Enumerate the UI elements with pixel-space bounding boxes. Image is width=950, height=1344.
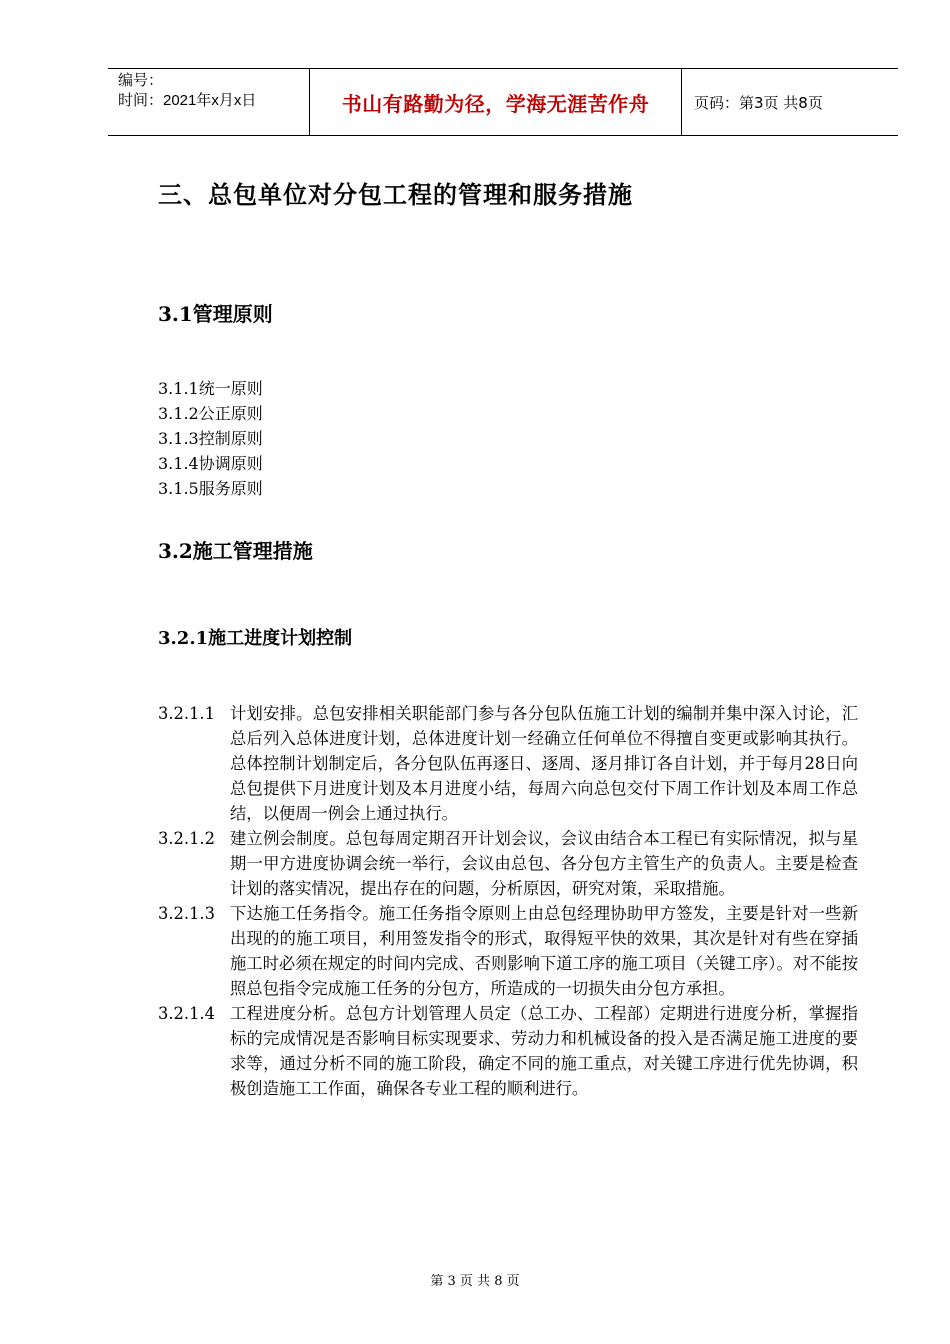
principles-list	[158, 376, 263, 501]
header-page-info: 页码：第3页 共8页	[694, 93, 823, 112]
section-heading-3-1: 3.1管理原则	[158, 302, 273, 326]
chapter-title: 三、总包单位对分包工程的管理和服务措施	[158, 181, 633, 209]
list-item: 3.1.4协调原则	[158, 454, 263, 473]
section-heading-3-2: 3.2施工管理措施	[158, 539, 313, 563]
paragraph-number: 3.2.1.1	[158, 704, 215, 723]
paragraph	[158, 1001, 858, 1101]
paragraph-number: 3.2.1.2	[158, 829, 215, 848]
paragraph-text: 建立例会制度。总包每周定期召开计划会议，会议由结合本工程已有实际情况，拟与星期一甲方进度协调会统一举行，会议由总包、各分包方主管生产的负责人。主要是检查计划的落实情况，提出存在的问题，分析原因，研究对策，采取措施。	[230, 829, 858, 898]
paragraph	[158, 701, 858, 826]
paragraph-text: 工程进度分析。总包方计划管理人员定（总工办、工程部）定期进行进度分析，掌握指标的完成情况是否影响目标实现要求、劳动力和机械设备的投入是否满足施工进度的要求等，通过分析不同的施工阶段，确定不同的施工重点，对关键工序进行优先协调，积极创造施工工作面，确保各专业工程的顺利进行。	[230, 1004, 858, 1098]
list-item: 3.1.2公正原则	[158, 404, 263, 423]
paragraph-text: 计划安排。总包安排相关职能部门参与各分包队伍施工计划的编制并集中深入讨论，汇总后列入总体进度计划，总体进度计划一经确立任何单位不得擅自变更或影响其执行。总体控制计划制定后，各分包队伍再逐日、逐周、逐月排订各自计划，并于每月28日向总包提供下月进度计划及本月进度小结，每周六向总包交付下周工作计划及本周工作总结，以便周一例会上通过执行。	[230, 704, 858, 823]
paragraph	[158, 826, 858, 901]
document-date: 时间：2021年x月x日	[118, 92, 257, 109]
list-item: 3.1.1统一原则	[158, 379, 263, 398]
paragraph-number: 3.2.1.4	[158, 1004, 215, 1023]
paragraph-number: 3.2.1.3	[158, 904, 215, 923]
header-meta	[108, 69, 310, 135]
paragraph	[158, 901, 858, 1001]
list-item: 3.1.3控制原则	[158, 429, 263, 448]
document-number-label: 编号：	[118, 72, 164, 89]
paragraph-text: 下达施工任务指令。施工任务指令原则上由总包经理协助甲方签发，主要是针对一些新出现的的施工项目，利用签发指令的形式，取得短平快的效果，其次是针对有些在穿插施工时必须在规定的时间内完成、否则影响下道工序的施工项目（关键工序）。对不能按照总包指令完成施工任务的分包方，所造成的一切损失由分包方承担。	[230, 904, 858, 998]
list-item: 3.1.5服务原则	[158, 479, 263, 498]
header-motto: 书山有路勤为径，学海无涯苦作舟	[310, 69, 682, 135]
page-header	[108, 68, 898, 136]
page-footer: 第 3 页 共 8 页	[430, 1274, 520, 1289]
subsection-heading-3-2-1: 3.2.1施工进度计划控制	[158, 628, 353, 649]
measures-paragraphs	[158, 701, 858, 1101]
